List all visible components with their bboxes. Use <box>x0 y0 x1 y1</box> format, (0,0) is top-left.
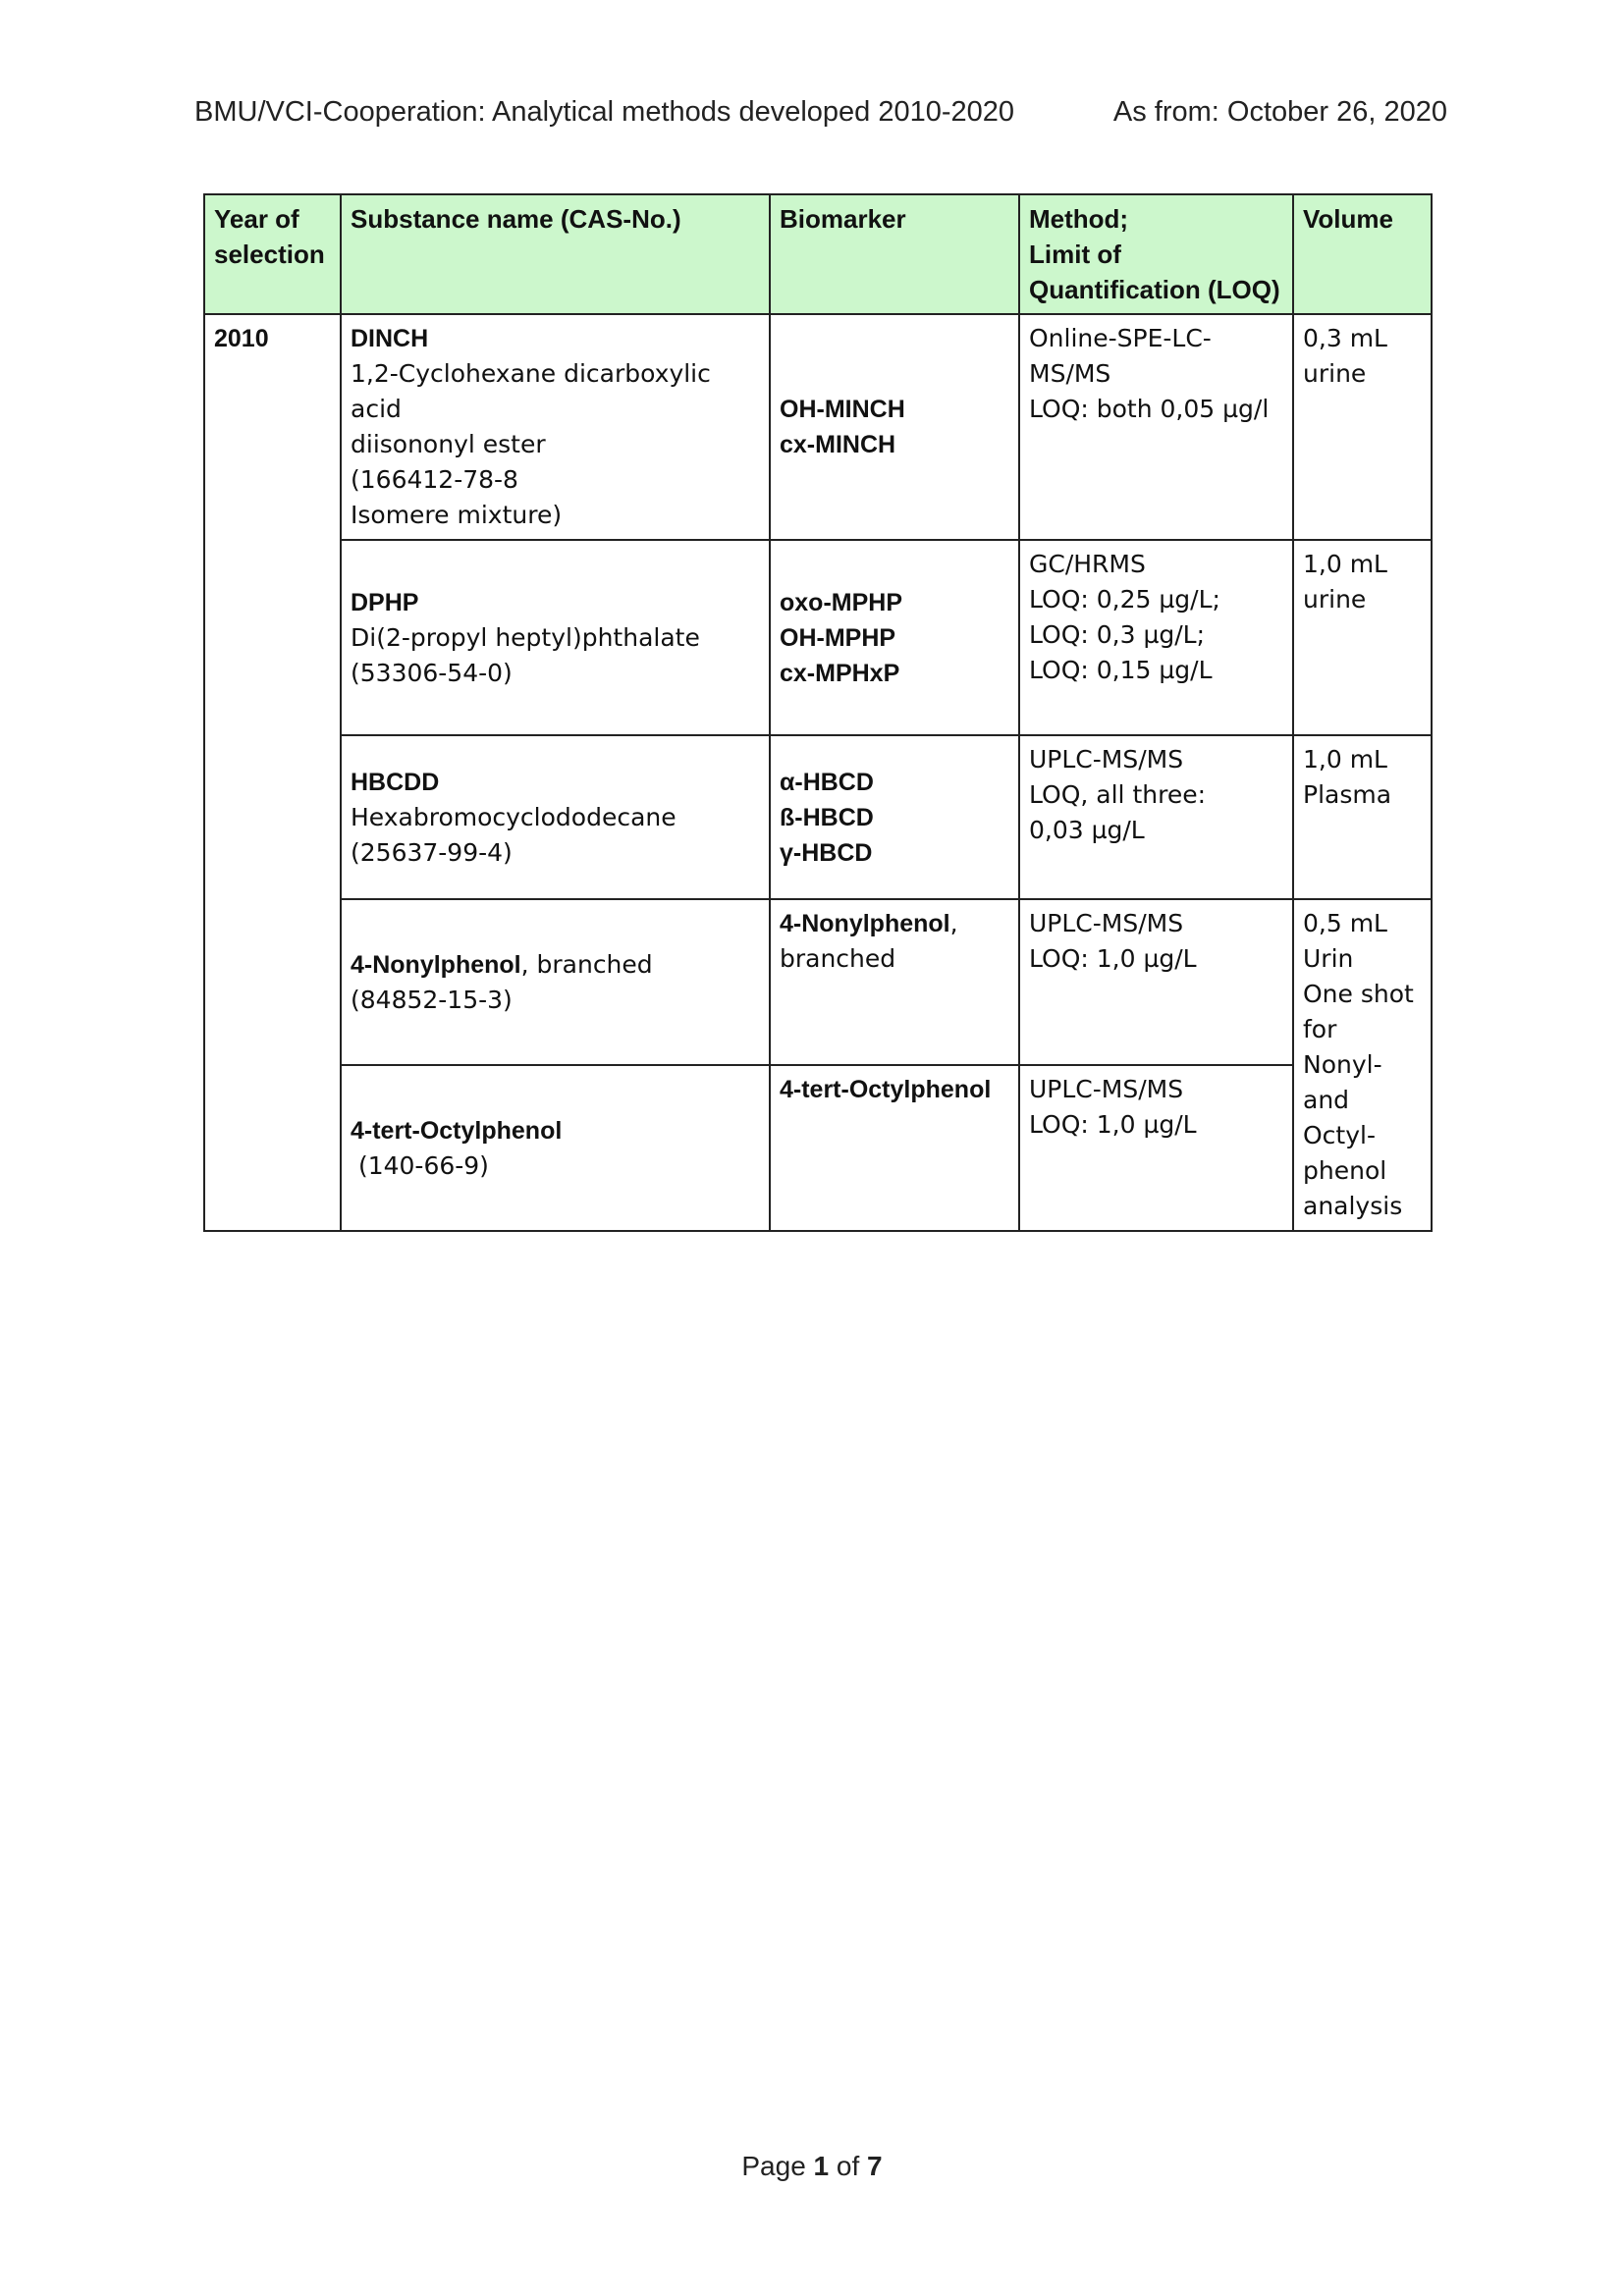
volume-cell: 1,0 mL urine <box>1293 540 1432 735</box>
table-row <box>204 899 1432 1065</box>
biomarker-cell: 4-tert-Octylphenol <box>770 1065 1019 1231</box>
methods-table <box>203 193 1433 1232</box>
volume-cell: 0,3 mL urine <box>1293 314 1432 540</box>
col-year-header: Year of selection <box>204 194 341 314</box>
year-cell: 2010 <box>204 314 341 1231</box>
substance-cell: HBCDD Hexabromocyclododecane (25637-99-4) <box>341 735 770 899</box>
biomarker-cell: oxo-MPHP OH-MPHP cx-MPHxP <box>770 540 1019 735</box>
method-cell: UPLC-MS/MS LOQ, all three: 0,03 µg/L <box>1019 735 1293 899</box>
substance-name: 4-tert-Octylphenol <box>351 1116 563 1145</box>
page-number: Page 1 of 7 <box>741 2151 883 2181</box>
col-method-header: Method; Limit of Quantification (LOQ) <box>1019 194 1293 314</box>
substance-name: 4-Nonylphenol <box>351 950 521 979</box>
volume-cell: 1,0 mL Plasma <box>1293 735 1432 899</box>
substance-cell: 4-Nonylphenol, branched (84852-15-3) <box>341 899 770 1065</box>
substance-cell: DINCH 1,2-Cyclohexane dicarboxylic acid diisononyl ester (166412-78-8 Isomere mixture) <box>341 314 770 540</box>
biomarker-cell: α-HBCD ß-HBCD γ-HBCD <box>770 735 1019 899</box>
col-volume-header: Volume <box>1293 194 1432 314</box>
col-biomarker-header: Biomarker <box>770 194 1019 314</box>
method-cell: UPLC-MS/MS LOQ: 1,0 µg/L <box>1019 899 1293 1065</box>
col-substance-header: Substance name (CAS-No.) <box>341 194 770 314</box>
table-row <box>204 1065 1432 1231</box>
substance-cell: DPHP Di(2-propyl heptyl)phthalate (53306-54-0) <box>341 540 770 735</box>
biomarker-cell: OH-MINCH cx-MINCH <box>770 314 1019 540</box>
volume-cell: 0,5 mL Urin One shot for Nonyl- and Octyl- phenol analysis <box>1293 899 1432 1231</box>
table-row <box>204 735 1432 899</box>
table-row <box>204 540 1432 735</box>
method-cell: GC/HRMS LOQ: 0,25 µg/L; LOQ: 0,3 µg/L; LOQ: 0,15 µg/L <box>1019 540 1293 735</box>
table-header-row <box>204 194 1432 314</box>
substance-name: DPHP <box>351 588 419 616</box>
method-cell: UPLC-MS/MS LOQ: 1,0 µg/L <box>1019 1065 1293 1231</box>
substance-cell: 4-tert-Octylphenol (140-66-9) <box>341 1065 770 1231</box>
method-cell: Online-SPE-LC- MS/MS LOQ: both 0,05 µg/l <box>1019 314 1293 540</box>
table-row <box>204 314 1432 540</box>
header-title: BMU/VCI-Cooperation: Analytical methods developed 2010-2020 <box>194 96 1015 128</box>
biomarker-cell: 4-Nonylphenol, branched <box>770 899 1019 1065</box>
substance-name: HBCDD <box>351 768 440 796</box>
substance-name: DINCH <box>351 325 429 352</box>
header-date: As from: October 26, 2020 <box>1112 96 1447 128</box>
